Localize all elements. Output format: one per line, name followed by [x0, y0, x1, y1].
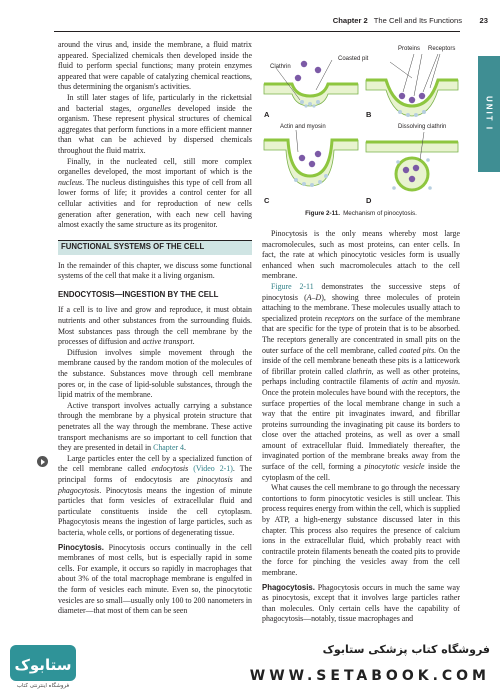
label-receptors: Receptors	[428, 46, 456, 52]
panel-b-drawing	[366, 54, 458, 117]
panel-letter-c: C	[264, 196, 270, 205]
paragraph: Large particles enter the cell by a specialized function of the cell membrane called endocytosis (Video 2-1). The principal forms of endocytosis are pinocytosis and phagocytosis. Pinocytosis means the ingestion of minute particles that form vesicles of extracellular fluid and particulate constituents inside the cell cytoplasm. Phagocytosis means the ingestion of large particles, such as bacteria, whole cells, or portions of degenerating tissue.	[58, 453, 253, 537]
unit-tab: UNIT I	[478, 56, 500, 172]
label-dissolving-clathrin: Dissolving clathrin	[398, 124, 447, 130]
figure-link[interactable]: Figure 2-11	[271, 281, 314, 291]
paragraph: Active transport involves actually carrying a substance through the membrane by a physical protein structure that penetrates all the way through the membrane. These active transport mechanisms are so important to cell function that they are presented in detail in Chapter 4.	[58, 400, 252, 453]
video-play-icon[interactable]	[37, 456, 48, 467]
paragraph: Phagocytosis. Phagocytosis occurs in much the same way as pinocytosis, except that it involves large particles rather than molecules. Only certain cells have the capability of phagocytosis—notably, tissue macrophages and	[262, 582, 460, 624]
panel-letter-b: B	[366, 110, 372, 119]
figure-2-11	[262, 40, 460, 222]
paragraph: Finally, in the nucleated cell, still more complex organelles developed, the most important of which is the nucleus. The nucleus distinguishes this type of cell from all lower forms of life; it provides a control center for all cellular activities and for reproduction of new cells generation after generation, with each new cell having almost exactly the same structure as its progenitor.	[58, 156, 252, 230]
logo-text: ستابوک	[14, 656, 72, 674]
video-link[interactable]: (Video 2-1)	[193, 464, 233, 474]
label-coated-pit: Coasted pit	[338, 56, 369, 62]
left-column	[58, 40, 252, 617]
label-actin-myosin: Actin and myosin	[280, 124, 326, 130]
panel-c-drawing	[264, 130, 358, 187]
label-clathrin: Clathrin	[270, 64, 291, 70]
paragraph: Pinocytosis. Pinocytosis occurs continually in the cell membranes of most cells, but is especially rapid in some cells. For example, it occurs so rapidly in macrophages that about 3% of the total macrophage membrane is engulfed in the form of vesicles each minute. Even so, the pinocytotic vesicles are so small—usually only 100 to 200 nanometers in diameter—that most of them can be seen	[58, 542, 252, 616]
header-title: Chapter 2 The Cell and Its Functions	[332, 16, 462, 25]
label-proteins: Proteins	[398, 46, 421, 52]
paragraph: In still later stages of life, particularly in the rickettsial and bacterial stages, organelles developed inside the organism. These represent physical structures of chemical aggregates that perform functions in a more efficient manner than what can be achieved by dispersed chemicals throughout the fluid matrix.	[58, 92, 252, 155]
figure-caption: Figure 2-11. Mechanism of pinocytosis.	[305, 210, 417, 217]
subheading: ENDOCYTOSIS—INGESTION BY THE CELL	[58, 289, 219, 299]
right-column	[262, 229, 460, 625]
page-number: 23	[479, 16, 488, 25]
panel-letter-d: D	[366, 196, 372, 205]
paragraph: In the remainder of this chapter, we discuss some functional systems of the cell that make it a living organism.	[58, 260, 252, 281]
panel-d-drawing	[366, 132, 458, 190]
paragraph: If a cell is to live and grow and reproduce, it must obtain nutrients and other substances from the surrounding fluids. Most substances pass through the cell membrane by the processes of diffusion and active transport.	[58, 305, 252, 347]
store-watermark	[0, 633, 500, 700]
panel-letter-a: A	[264, 110, 270, 119]
section-heading: FUNCTIONAL SYSTEMS OF THE CELL	[58, 240, 252, 255]
running-header	[0, 16, 500, 30]
paragraph: Pinocytosis is the only means whereby most large macromolecules, such as most proteins, can enter cells. In fact, the rate at which pinocytotic vesicles form is usually enhanced when such macromolecules attach to the cell membrane.	[262, 229, 460, 281]
header-rule	[54, 31, 460, 32]
paragraph: around the virus and, inside the membrane, a fluid matrix appeared. Specialized chemicals then developed inside the fluid to perform special functions; many protein enzymes appeared that were capable of catalyzing chemical reactions, thus determining the organism's activities.	[58, 40, 252, 92]
paragraph: Figure 2-11 demonstrates the successive steps of pinocytosis (A–D), showing three molecules of protein attaching to the membrane. These molecules usually attach to specialized protein receptors on the surface of the membrane that are specific for the type of protein that is to be absorbed. The receptors generally are concentrated in small pits on the outer surface of the cell membrane, called coated pits. On the inside of the cell membrane beneath these pits is a latticework of fibrillar protein called clathrin, as well as other proteins, perhaps including contractile filaments of actin and myosin. Once the protein molecules have bound with the receptors, the surface properties of the local membrane change in such a way that the entire pit invaginates inward, and fibrillar proteins surrounding the invaginating pit cause its borders to close over the attached proteins, as well as over a small amount of extracellular fluid. Immediately thereafter, the invaginated portion of the membrane breaks away from the surface of the cell, forming a pinocytotic vesicle inside the cytoplasm of the cell.	[262, 281, 461, 482]
paragraph: What causes the cell membrane to go through the necessary contortions to form pinocytotic vesicles is still unclear. This process requires energy from within the cell, which is supplied by ATP, a high-energy substance discussed later in this chapter. This process also requires the presence of calcium ions in the extracellular fluid, which probably react with contractile protein filaments beneath the coated pits to provide the force for pinching the vesicles away from the cell membrane.	[262, 483, 460, 577]
chapter-link[interactable]: Chapter 4	[153, 443, 184, 453]
run-in-heading: Pinocytosis.	[58, 542, 104, 552]
store-name: فروشگاه کتاب پزشکی ستابوک	[322, 643, 490, 656]
logo-subtitle: فروشگاه اینترنتی کتاب	[16, 683, 70, 689]
run-in-heading: Phagocytosis.	[262, 582, 315, 592]
paragraph: Diffusion involves simple movement through the membrane caused by the random motion of the molecules of the substance. Substances move through cell membrane pores or, in the case of lipid-soluble substances, through the lipid matrix of the membrane.	[58, 347, 252, 400]
store-url[interactable]: WWW.SETABOOK.COM	[249, 668, 490, 684]
